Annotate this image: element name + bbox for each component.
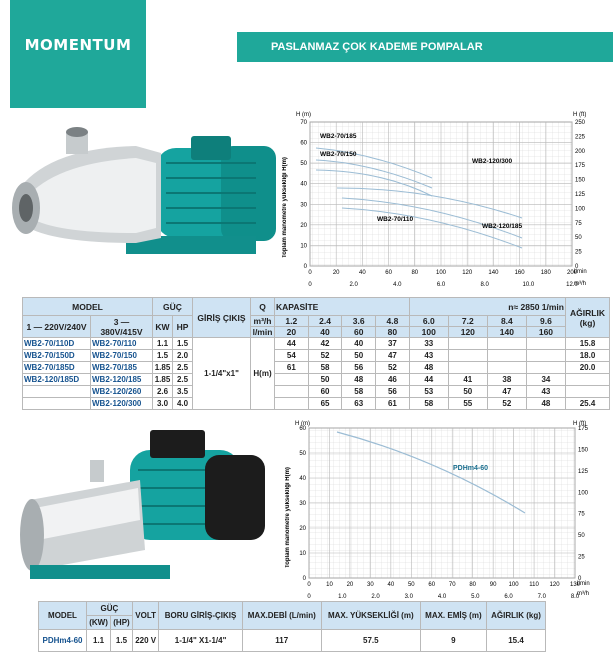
ft-tick-label: 50 — [575, 235, 582, 242]
q-value: 1.2 — [275, 316, 309, 327]
x-tick-label: 110 — [529, 582, 539, 588]
ft-tick-label: 125 — [575, 192, 586, 198]
q-value: 80 — [376, 327, 410, 338]
ft-tick-label: 150 — [578, 447, 589, 454]
x2-tick-label: 8.0 — [480, 282, 489, 288]
col-q: Q — [251, 298, 275, 316]
ft-tick-label: 25 — [575, 249, 582, 256]
cell-head: 63 — [342, 398, 376, 410]
x2-tick-label: 12.0 — [566, 282, 578, 288]
cell-hunit: H(m) — [251, 338, 275, 410]
col-agirlik: AĞIRLIK (kg) — [566, 298, 610, 338]
cell-head: 47 — [487, 386, 526, 398]
x-tick-label: 0 — [308, 270, 312, 276]
cell-emis: 9 — [420, 630, 486, 652]
ft-tick-label: 225 — [575, 134, 586, 141]
x-tick-label: 140 — [488, 270, 499, 276]
x-tick-label: 200 — [566, 270, 578, 276]
col-debi: MAX.DEBİ (L/min) — [242, 602, 321, 630]
cell-head — [487, 362, 526, 374]
y-tick-label: 30 — [300, 202, 307, 209]
ft-tick-label: 200 — [575, 148, 586, 155]
cell-head — [487, 350, 526, 362]
cell-head: 56 — [342, 362, 376, 374]
q-value: 60 — [342, 327, 376, 338]
y-tick-label: 60 — [300, 140, 307, 147]
x2-tick-label: 7.0 — [537, 594, 546, 598]
cell-head: 44 — [409, 374, 448, 386]
x-tick-label: 60 — [385, 270, 392, 276]
table-row — [23, 374, 610, 386]
cell-head: 43 — [409, 350, 448, 362]
pump-image-2 — [10, 420, 278, 598]
y-tick-label: 40 — [299, 476, 306, 482]
cell-model: PDHm4-60 — [39, 630, 87, 652]
col-yukseklik: MAX. YÜKSEKLİĞİ (m) — [321, 602, 420, 630]
x-tick-label: 0 — [307, 582, 311, 588]
cell-m3: WB2-70/150 — [91, 350, 153, 362]
cell-head: 54 — [275, 350, 309, 362]
cell-head: 33 — [409, 338, 448, 350]
x-tick-label: 70 — [448, 582, 456, 588]
cell-head — [275, 398, 309, 410]
brand-name: MOMENTUM — [24, 36, 132, 54]
col-guc: GÜÇ — [86, 602, 132, 616]
brand-logo — [10, 0, 146, 108]
cell-yukseklik: 57.5 — [321, 630, 420, 652]
cell-head — [526, 362, 565, 374]
col-volt: VOLT — [132, 602, 159, 630]
x-tick-label: 40 — [387, 582, 395, 588]
table-row — [23, 350, 610, 362]
cell-head: 56 — [376, 386, 410, 398]
q-value: 6.0 — [409, 316, 448, 327]
chart1-ylabel: Toplam manometre yüksekliği H(m) — [282, 157, 288, 258]
x2-tick-label: 4.0 — [393, 282, 402, 288]
x-tick-label: 130 — [569, 582, 581, 588]
x-tick-label: 120 — [462, 270, 473, 276]
x-tick-label: 50 — [407, 582, 415, 588]
cell-head: 58 — [308, 362, 342, 374]
cell-hp: 3.5 — [173, 386, 193, 398]
cell-m1: WB2-70/110D — [23, 338, 91, 350]
x2-tick-label: 2.0 — [371, 594, 380, 598]
col-kw: (KW) — [86, 616, 110, 630]
cell-head — [275, 386, 309, 398]
cell-head — [526, 350, 565, 362]
col-model: MODEL — [39, 602, 87, 630]
cell-head: 50 — [448, 386, 487, 398]
curve-label: WB2-120/185 — [482, 223, 523, 230]
cell-head: 48 — [342, 374, 376, 386]
chart2-xunit1: l/min — [577, 581, 590, 587]
cell-volt: 220 V — [132, 630, 159, 652]
y-tick-label: 50 — [299, 451, 306, 457]
ft-tick-label: 150 — [575, 177, 586, 184]
cell-m3: WB2-70/185 — [91, 362, 153, 374]
x-tick-label: 120 — [549, 582, 560, 588]
x-tick-label: 80 — [469, 582, 477, 588]
y-tick-label: 10 — [299, 551, 306, 557]
q-value: 100 — [409, 327, 448, 338]
cell-m3: WB2-120/300 — [91, 398, 153, 410]
cell-m1: WB2-70/185D — [23, 362, 91, 374]
curve-label: WB2-120/300 — [472, 158, 513, 165]
cell-weight: 20.0 — [566, 362, 610, 374]
col-kapasite: KAPASİTE — [275, 298, 410, 316]
pump-image-1 — [6, 118, 276, 288]
cell-boru: 1-1/4" X1-1/4" — [159, 630, 242, 652]
curve-label: WB2-70/150 — [320, 151, 357, 158]
cell-m1: WB2-120/185D — [23, 374, 91, 386]
cell-kw: 1.85 — [153, 362, 173, 374]
q-value: 7.2 — [448, 316, 487, 327]
q-value: 2.4 — [308, 316, 342, 327]
cell-m1 — [23, 398, 91, 410]
x-tick-label: 60 — [428, 582, 436, 588]
cell-head: 60 — [308, 386, 342, 398]
cell-hp: 4.0 — [173, 398, 193, 410]
cell-m1 — [23, 386, 91, 398]
curve-label: WB2-70/110 — [377, 216, 414, 223]
cell-hp: 2.5 — [173, 374, 193, 386]
q-value: 140 — [487, 327, 526, 338]
col-emis: MAX. EMİŞ (m) — [420, 602, 486, 630]
col-boru: BORU GİRİŞ-ÇIKIŞ — [159, 602, 242, 630]
cell-m3: WB2-70/110 — [91, 338, 153, 350]
ft-tick-label: 100 — [578, 490, 589, 497]
x-tick-label: 100 — [435, 270, 447, 276]
performance-chart-2 — [285, 418, 613, 598]
q-value: 40 — [308, 327, 342, 338]
cell-head — [487, 338, 526, 350]
ft-tick-label: 75 — [578, 511, 585, 518]
cell-head — [448, 350, 487, 362]
cell-weight — [566, 374, 610, 386]
table-row — [23, 398, 610, 410]
x2-tick-label: 6.0 — [504, 594, 513, 598]
chart1-xunit1: l/min — [574, 269, 587, 275]
cell-head: 55 — [448, 398, 487, 410]
x2-tick-label: 10.0 — [522, 282, 535, 288]
curve-label: PDHm4-60 — [453, 465, 489, 472]
col-guc: GÜÇ — [153, 298, 193, 316]
cell-weight: 25.4 — [566, 398, 610, 410]
cell-hp: 1.5 — [111, 630, 133, 652]
col-giris: GİRİŞ ÇIKIŞ — [193, 298, 251, 338]
x2-tick-label: 8.0 — [570, 594, 580, 598]
ft-tick-label: 175 — [578, 426, 589, 432]
rpm: n≈ 2850 1/min — [409, 298, 565, 316]
spec-table-1 — [22, 297, 610, 410]
cell-head: 61 — [275, 362, 309, 374]
ft-tick-label: 25 — [578, 554, 585, 561]
y-tick-label: 50 — [300, 161, 307, 168]
cell-head: 52 — [487, 398, 526, 410]
col-hp: (HP) — [111, 616, 133, 630]
y-tick-label: 70 — [300, 120, 307, 126]
cell-weight — [566, 386, 610, 398]
col-model: MODEL — [23, 298, 153, 316]
cell-kw: 2.6 — [153, 386, 173, 398]
cell-head: 50 — [342, 350, 376, 362]
cell-hp: 2.0 — [173, 350, 193, 362]
cell-head: 43 — [526, 386, 565, 398]
y-tick-label: 20 — [299, 526, 306, 532]
q-value: 120 — [448, 327, 487, 338]
cell-head: 38 — [487, 374, 526, 386]
ft-tick-label: 75 — [575, 220, 582, 227]
col-3ph: 3 — 380V/415V — [91, 316, 153, 338]
y-tick-label: 0 — [303, 264, 307, 270]
cell-m1: WB2-70/150D — [23, 350, 91, 362]
cell-head: 61 — [376, 398, 410, 410]
cell-head: 52 — [308, 350, 342, 362]
cell-head — [526, 338, 565, 350]
cell-agirlik: 15.4 — [487, 630, 546, 652]
table-row — [23, 386, 610, 398]
cell-head: 52 — [376, 362, 410, 374]
ft-tick-label: 175 — [575, 163, 586, 170]
cell-weight: 18.0 — [566, 350, 610, 362]
cell-conn: 1-1/4"x1" — [193, 338, 251, 410]
y-tick-label: 10 — [300, 243, 307, 250]
ft-tick-label: 125 — [578, 468, 589, 475]
chart1-yaxis-top: H (m) — [296, 112, 311, 118]
q-value: 20 — [275, 327, 309, 338]
col-agirlik: AĞIRLIK (kg) — [487, 602, 546, 630]
ft-tick-label: 0 — [578, 576, 582, 582]
x-tick-label: 90 — [489, 582, 497, 588]
ft-tick-label: 100 — [575, 206, 586, 213]
q-value: 9.6 — [526, 316, 565, 327]
chart2-yaxis-top: H (m) — [295, 421, 310, 427]
chart2-yaxis-right: H (ft) — [573, 421, 587, 427]
x2-tick-label: 1.0 — [338, 594, 347, 598]
x-tick-label: 20 — [332, 270, 340, 276]
cell-kw: 1.5 — [153, 350, 173, 362]
x-tick-label: 40 — [359, 270, 366, 276]
cell-head: 47 — [376, 350, 410, 362]
chart1-yaxis-right: H (ft) — [573, 112, 587, 118]
x-tick-label: 100 — [508, 582, 519, 588]
cell-head: 53 — [409, 386, 448, 398]
y-tick-label: 0 — [302, 576, 306, 582]
performance-chart-1 — [282, 108, 613, 298]
x2-tick-label: 2.0 — [349, 282, 358, 288]
x-tick-label: 80 — [411, 270, 419, 276]
unit-lmin: l/min — [251, 327, 275, 338]
unit-m3h: m³/h — [251, 316, 275, 327]
cell-kw: 1.85 — [153, 374, 173, 386]
cell-kw: 1.1 — [86, 630, 110, 652]
cell-head: 44 — [275, 338, 309, 350]
cell-head: 40 — [342, 338, 376, 350]
table-row — [23, 338, 610, 350]
chart1-xunit2: m³/h — [574, 281, 586, 287]
x2-tick-label: 0 — [308, 282, 312, 288]
cell-debi: 117 — [242, 630, 321, 652]
x2-tick-label: 3.0 — [404, 594, 413, 598]
y-tick-label: 60 — [299, 426, 306, 432]
cell-head: 37 — [376, 338, 410, 350]
cell-head — [448, 338, 487, 350]
q-value: 4.8 — [376, 316, 410, 327]
cell-head: 46 — [376, 374, 410, 386]
cell-head: 42 — [308, 338, 342, 350]
curve-label: WB2-70/185 — [320, 133, 357, 140]
x-tick-label: 10 — [326, 582, 333, 588]
table-row — [23, 362, 610, 374]
x-tick-label: 160 — [514, 270, 525, 276]
cell-hp: 1.5 — [173, 338, 193, 350]
cell-hp: 2.5 — [173, 362, 193, 374]
y-tick-label: 30 — [299, 501, 306, 507]
x2-tick-label: 6.0 — [436, 282, 446, 288]
cell-weight: 15.8 — [566, 338, 610, 350]
chart2-ylabel: Toplam manometre yüksekliği H(m) — [285, 467, 291, 568]
ft-tick-label: 0 — [575, 264, 579, 270]
x-tick-label: 20 — [346, 582, 354, 588]
chart2-xunit2: m³/h — [577, 591, 589, 597]
cell-head — [448, 362, 487, 374]
cell-kw: 3.0 — [153, 398, 173, 410]
q-value: 3.6 — [342, 316, 376, 327]
col-hp: HP — [173, 316, 193, 338]
cell-head: 50 — [308, 374, 342, 386]
x-tick-label: 30 — [367, 582, 374, 588]
cell-head: 48 — [526, 398, 565, 410]
x2-tick-label: 4.0 — [437, 594, 447, 598]
q-value: 160 — [526, 327, 565, 338]
y-tick-label: 40 — [300, 181, 307, 188]
q-value: 8.4 — [487, 316, 526, 327]
x-tick-label: 180 — [540, 270, 551, 276]
x2-tick-label: 0 — [307, 594, 311, 598]
col-1ph: 1 — 220V/240V — [23, 316, 91, 338]
cell-head: 58 — [409, 398, 448, 410]
x2-tick-label: 5.0 — [471, 594, 480, 598]
cell-m3: WB2-120/185 — [91, 374, 153, 386]
cell-head — [275, 374, 309, 386]
page-banner: PASLANMAZ ÇOK KADEME POMPALAR — [237, 32, 613, 62]
cell-head: 48 — [409, 362, 448, 374]
cell-head: 34 — [526, 374, 565, 386]
cell-m3: WB2-120/260 — [91, 386, 153, 398]
spec-table-2 — [38, 601, 546, 652]
cell-head: 58 — [342, 386, 376, 398]
col-kw: KW — [153, 316, 173, 338]
cell-head: 65 — [308, 398, 342, 410]
ft-tick-label: 250 — [575, 120, 586, 126]
ft-tick-label: 50 — [578, 533, 585, 540]
y-tick-label: 20 — [300, 222, 307, 229]
cell-kw: 1.1 — [153, 338, 173, 350]
cell-head: 41 — [448, 374, 487, 386]
